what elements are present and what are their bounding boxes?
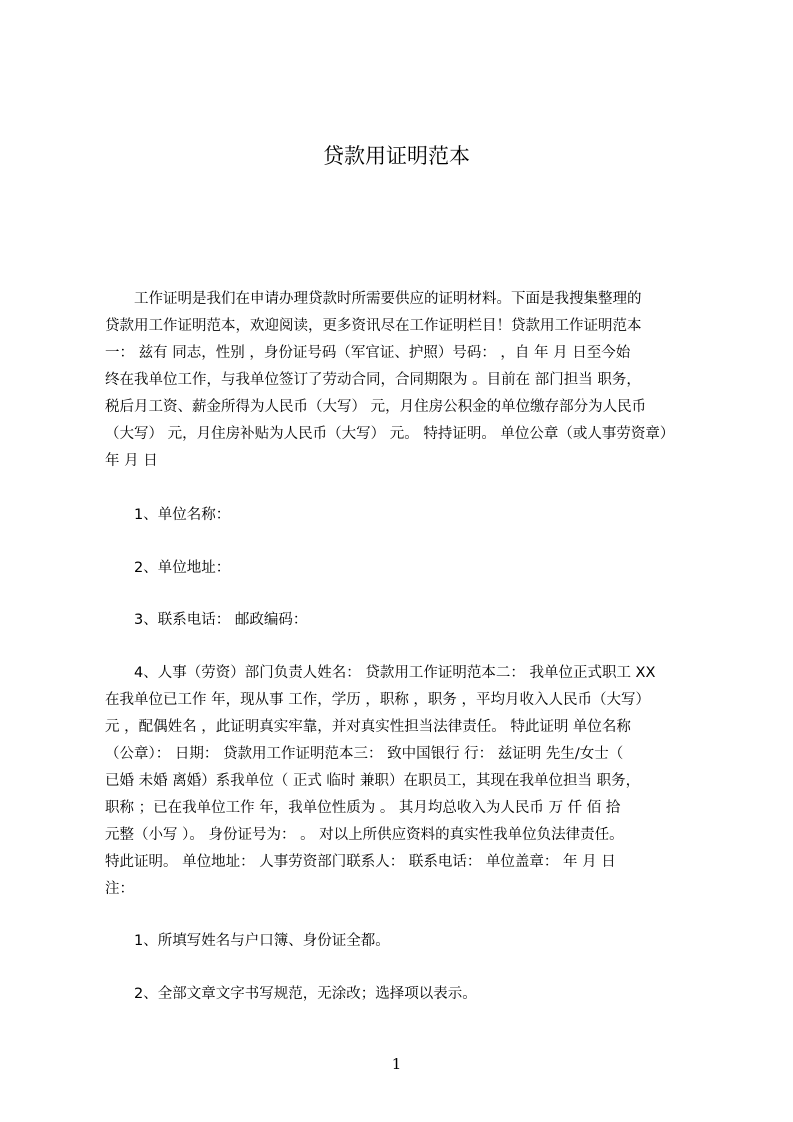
text-line: 元 ，配偶姓名 ，此证明真实牢靠，并对真实性担当法律责任。 特此证明 单位名称 (105, 719, 631, 735)
text-line: 职称 ；已在我单位工作 年，我单位性质为 。 其月均总收入为人民币 万 仟 佰 拾 (105, 800, 621, 816)
page-title: 贷款用证明范本 (323, 144, 470, 168)
paragraph-intro (105, 286, 697, 475)
text-line: 一： 兹有 同志，性别 ，身份证号码（军官证、护照）号码： ，自 年 月 日至今始 (105, 345, 631, 361)
text-line: 税后月工资、薪金所得为人民币（大写） 元，月住房公积金的单位缴存部分为人民币 (105, 399, 647, 415)
text-line: 注： (105, 881, 134, 897)
text-line: 工作证明是我们在申请办理贷款时所需要供应的证明材料。下面是我搜集整理的 (105, 291, 642, 307)
text-line: 特此证明。 单位地址： 人事劳资部门联系人： 联系电话： 单位盖章： 年 月 日 (105, 854, 616, 870)
item-contact-phone: 3、联系电话： 邮政编码： (105, 612, 308, 628)
page-number: 1 (391, 1055, 402, 1073)
text-line: （大写） 元，月住房补贴为人民币（大写） 元。 特持证明。 单位公章（或人事劳资章） (105, 426, 675, 442)
text-line: 元整（小写 ）。 身份证号为： 。 对以上所供应资料的真实性我单位负法律责任。 (105, 827, 624, 843)
note-item-2: 2、全部文章文字书写规范，无涂改；选择项以表示。 (105, 986, 477, 1002)
note-item-1: 1、所填写姓名与户口簿、身份证全都。 (105, 933, 390, 949)
text-line: 年 月 日 (105, 453, 158, 469)
paragraph-templates (105, 660, 697, 903)
text-line: 终在我单位工作，与我单位签订了劳动合同，合同期限为 。目前在 部门担当 职务， (105, 372, 641, 388)
item-unit-address: 2、单位地址： (105, 560, 231, 576)
text-line: 贷款用工作证明范本，欢迎阅读，更多资讯尽在工作证明栏目！贷款用工作证明范本 (105, 318, 642, 334)
text-line: 已婚 未婚 离婚）系我单位（ 正式 临时 兼职）在职员工，其现在我单位担当 职务， (105, 773, 641, 789)
text-line: 在我单位已工作 年，现从事 工作，学历 ，职称 ，职务 ，平均月收入人民币（大写） (105, 692, 651, 708)
item-unit-name: 1、单位名称： (105, 507, 231, 523)
text-line: 4、人事（劳资）部门负责人姓名： 贷款用工作证明范本二： 我单位正式职工 XX (105, 665, 656, 681)
text-line: （公章）： 日期： 贷款用工作证明范本三： 致中国银行 行： 兹证明 先生/女士（ (105, 746, 624, 762)
